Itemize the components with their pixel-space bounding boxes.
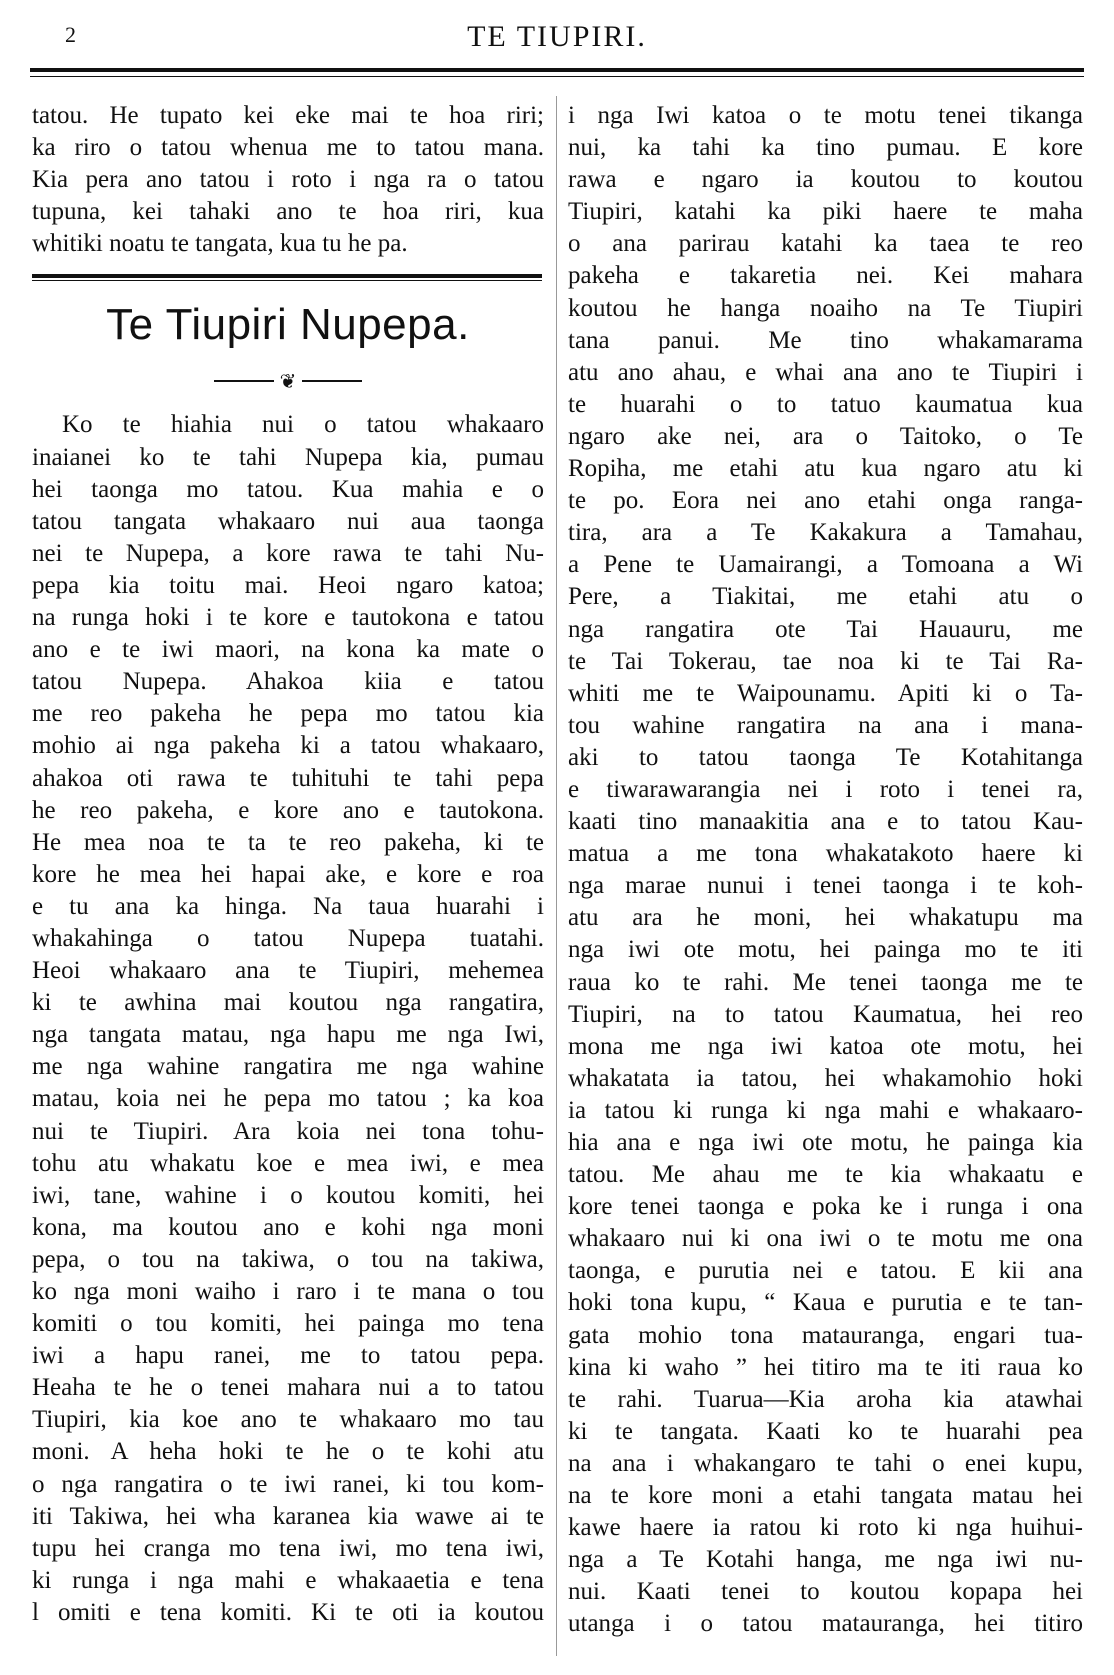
text-line: komiti o tou komiti, hei painga mo tena <box>32 1310 544 1338</box>
text-line: ko nga moni waiho i raro i te mana o tou <box>32 1278 544 1305</box>
text-line: whiti me te Waipounamu. Apiti ki o Ta- <box>568 679 1083 707</box>
text-line: ngaro ake nei, ara o Taitoko, o Te <box>568 422 1083 450</box>
text-line: moni. A heha hoki te he o te kohi atu <box>32 1438 544 1466</box>
text-line: matua a me tona whakatakoto haere ki <box>568 840 1083 868</box>
text-line: inaianei ko te tahi Nupepa kia, pumau <box>32 443 544 471</box>
text-line: nga a Te Kotahi hanga, me nga iwi nu- <box>568 1546 1083 1574</box>
text-line: he reo pakeha, e kore ano e tautokona. <box>32 796 544 824</box>
text-line: nga marae nunui i tenei taonga i te koh- <box>568 872 1083 900</box>
text-line: hoki tona kupu, “ Kaua e purutia e te tan- <box>568 1289 1083 1317</box>
text-line: tatou tangata whakaaro nui aua taonga <box>32 507 544 535</box>
text-line: iwi, tane, wahine i o koutou komiti, hei <box>32 1181 544 1209</box>
text-line: pepa kia toitu mai. Heoi ngaro katoa; <box>32 571 544 599</box>
text-line: whakahinga o tatou Nupepa tuatahi. <box>32 924 544 952</box>
text-line: i nga Iwi katoa o te motu tenei tikanga <box>568 102 1083 129</box>
text-line: Heaha te he o tenei mahara nui a to tatou <box>32 1374 544 1402</box>
text-line: nga iwi ote motu, hei painga mo te iti <box>568 936 1083 964</box>
text-line: Tiupiri, katahi ka piki haere te maha <box>568 198 1083 226</box>
fleuron-icon: ❦ <box>279 369 297 394</box>
text-line: ia tatou ki runga ki nga mahi e whakaaro- <box>568 1096 1083 1124</box>
text-line: l omiti e tena komiti. Ki te oti ia koutou <box>32 1598 544 1626</box>
ornament-divider <box>32 367 544 395</box>
text-line: na ana i whakangaro te tahi o enei kupu, <box>568 1449 1083 1477</box>
header-rule-thin <box>30 76 1084 77</box>
text-line: utanga i o tatou matauranga, hei titiro <box>568 1610 1083 1638</box>
text-line: te huarahi o to tatuo kaumatua kua <box>568 390 1083 418</box>
text-line: rawa e ngaro ia koutou to koutou <box>568 166 1083 194</box>
text-line: aki to tatou taonga Te Kotahitanga <box>568 743 1083 771</box>
ornament-bar-left <box>214 380 274 382</box>
text-line: kona, ma koutou ano e kohi nga moni <box>32 1213 544 1241</box>
text-line: Tiupiri, kia koe ano te whakaaro mo tau <box>32 1406 544 1434</box>
text-line: hei taonga mo tatou. Kua mahia e o <box>32 475 544 503</box>
text-line: nui te Tiupiri. Ara koia nei tona tohu- <box>32 1117 544 1145</box>
text-line: o nga rangatira o te iwi ranei, ki tou kom- <box>32 1470 544 1498</box>
text-line: ki te tangata. Kaati ko te huarahi pea <box>568 1417 1083 1445</box>
text-line: o ana parirau katahi ka taea te reo <box>568 230 1083 258</box>
text-line: whakatata ia tatou, hei whakamohio hoki <box>568 1064 1083 1092</box>
header-rule-thick <box>30 68 1084 72</box>
text-line: tou wahine rangatira na ana i mana- <box>568 711 1083 739</box>
text-line: e tu ana ka hinga. Na taua huarahi i <box>32 892 544 920</box>
text-line: tana panui. Me tino whakamarama <box>568 326 1083 354</box>
running-title: TE TIUPIRI. <box>467 20 647 53</box>
article-title: Te Tiupiri Nupepa. <box>106 300 470 350</box>
text-line: raua ko te rahi. Me tenei taonga me te <box>568 968 1083 996</box>
text-line: te Tai Tokerau, tae noa ki te Tai Ra- <box>568 647 1083 675</box>
text-line: kaati tino manaakitia ana e to tatou Kau- <box>568 808 1083 836</box>
text-line: pepa, o tou na takiwa, o tou na takiwa, <box>32 1245 544 1273</box>
text-line: iti Takiwa, hei wha karanea kia wawe ai te <box>32 1502 544 1530</box>
text-line: tatou. He tupato kei eke mai te hoa riri; <box>32 102 544 129</box>
text-line: pakeha e takaretia nei. Kei mahara <box>568 262 1083 290</box>
text-line: atu ara he moni, hei whakatupu ma <box>568 904 1083 932</box>
text-line: iwi a hapu ranei, me to tatou pepa. <box>32 1342 544 1370</box>
text-line: na te kore moni a etahi tangata matau hei <box>568 1482 1083 1510</box>
text-line: e tiwarawarangia nei i roto i tenei ra, <box>568 775 1083 803</box>
text-line: nga rangatira ote Tai Hauauru, me <box>568 615 1083 643</box>
text-line: koutou he hanga noaiho na Te Tiupiri <box>568 294 1083 322</box>
left-column <box>32 100 544 1629</box>
text-line: na runga hoki i te kore e tautokona e tatou <box>32 604 544 632</box>
ornament-bar-right <box>302 380 362 382</box>
text-line: atu ano ahau, e whai ana ano te Tiupiri i <box>568 358 1083 386</box>
text-line: tohu atu whakatu koe e mea iwi, e mea <box>32 1149 544 1177</box>
text-line: nui, ka tahi ka tino pumau. E kore <box>568 134 1083 162</box>
text-line: ki runga i nga mahi e whakaaetia e tena <box>32 1566 544 1594</box>
text-line: Heoi whakaaro ana te Tiupiri, mehemea <box>32 957 544 985</box>
text-line: ki te awhina mai koutou nga rangatira, <box>32 989 544 1017</box>
text-line: ahakoa oti rawa te tuhituhi te tahi pepa <box>32 764 544 792</box>
column-divider <box>556 96 557 1656</box>
text-line: hia ana e nga iwi ote motu, he painga kia <box>568 1129 1083 1156</box>
right-column <box>568 100 1083 1641</box>
article-body <box>32 409 544 1629</box>
text-line: taonga, e purutia nei e tatou. E kii ana <box>568 1257 1083 1285</box>
text-line: me nga wahine rangatira me nga wahine <box>32 1053 544 1081</box>
text-line: nga tangata matau, nga hapu me nga Iwi, <box>32 1021 544 1049</box>
text-line: nui. Kaati tenei to koutou kopapa hei <box>568 1578 1083 1606</box>
text-line: kawe haere ia ratou ki roto ki nga huihui- <box>568 1514 1083 1542</box>
text-line: mohio ai nga pakeha ki a tatou whakaaro, <box>32 732 544 760</box>
text-line: mona me nga iwi katoa ote motu, hei <box>568 1032 1083 1060</box>
text-line: Ko te hiahia nui o tatou whakaaro <box>62 411 544 439</box>
page-number: 2 <box>65 22 76 47</box>
text-line: Ropiha, me etahi atu kua ngaro atu ki <box>568 455 1083 483</box>
text-line: tatou. Me ahau me te kia whakaatu e <box>568 1161 1083 1189</box>
text-line: kore he mea hei hapai ake, e kore e roa <box>32 860 544 888</box>
text-line: tupuna, kei tahaki ano te hoa riri, kua <box>32 198 544 226</box>
text-line: Tiupiri, na to tatou Kaumatua, hei reo <box>568 1000 1083 1028</box>
text-line: whitiki noatu te tangata, kua tu he pa. <box>32 230 408 258</box>
text-line: me reo pakeha he pepa mo tatou kia <box>32 700 544 728</box>
text-line: Kia pera ano tatou i roto i nga ra o tatou <box>32 166 544 194</box>
section-divider-thick <box>32 274 542 278</box>
text-line: te rahi. Tuarua—Kia aroha kia atawhai <box>568 1385 1083 1413</box>
text-line: ano e te iwi maori, na kona ka mate o <box>32 636 544 664</box>
section-divider-thin <box>32 280 542 281</box>
text-line: te po. Eora nei ano etahi onga ranga- <box>568 487 1083 515</box>
text-line: gata mohio tona matauranga, engari tua- <box>568 1321 1083 1349</box>
text-line: He mea noa te ta te reo pakeha, ki te <box>32 828 544 856</box>
text-line: a Pene te Uamairangi, a Tomoana a Wi <box>568 551 1083 579</box>
text-line: ka riro o tatou whenua me to tatou mana. <box>32 134 544 162</box>
intro-paragraph <box>32 100 544 260</box>
text-line: kore tenei taonga e poka ke i runga i ona <box>568 1193 1083 1221</box>
text-line: nei te Nupepa, a kore rawa te tahi Nu- <box>32 539 544 567</box>
text-line: tatou Nupepa. Ahakoa kiia e tatou <box>32 668 544 696</box>
text-line: Pere, a Tiakitai, me etahi atu o <box>568 583 1083 611</box>
text-line: whakaaro nui ki ona iwi o te motu me ona <box>568 1225 1083 1253</box>
text-line: tupu hei cranga mo tena iwi, mo tena iwi, <box>32 1534 544 1562</box>
page-header <box>30 20 1084 70</box>
text-line: kina ki waho ” hei titiro ma te iti raua ko <box>568 1353 1083 1381</box>
text-line: tira, ara a Te Kakakura a Tamahau, <box>568 519 1083 547</box>
text-line: matau, koia nei he pepa mo tatou ; ka koa <box>32 1085 544 1113</box>
